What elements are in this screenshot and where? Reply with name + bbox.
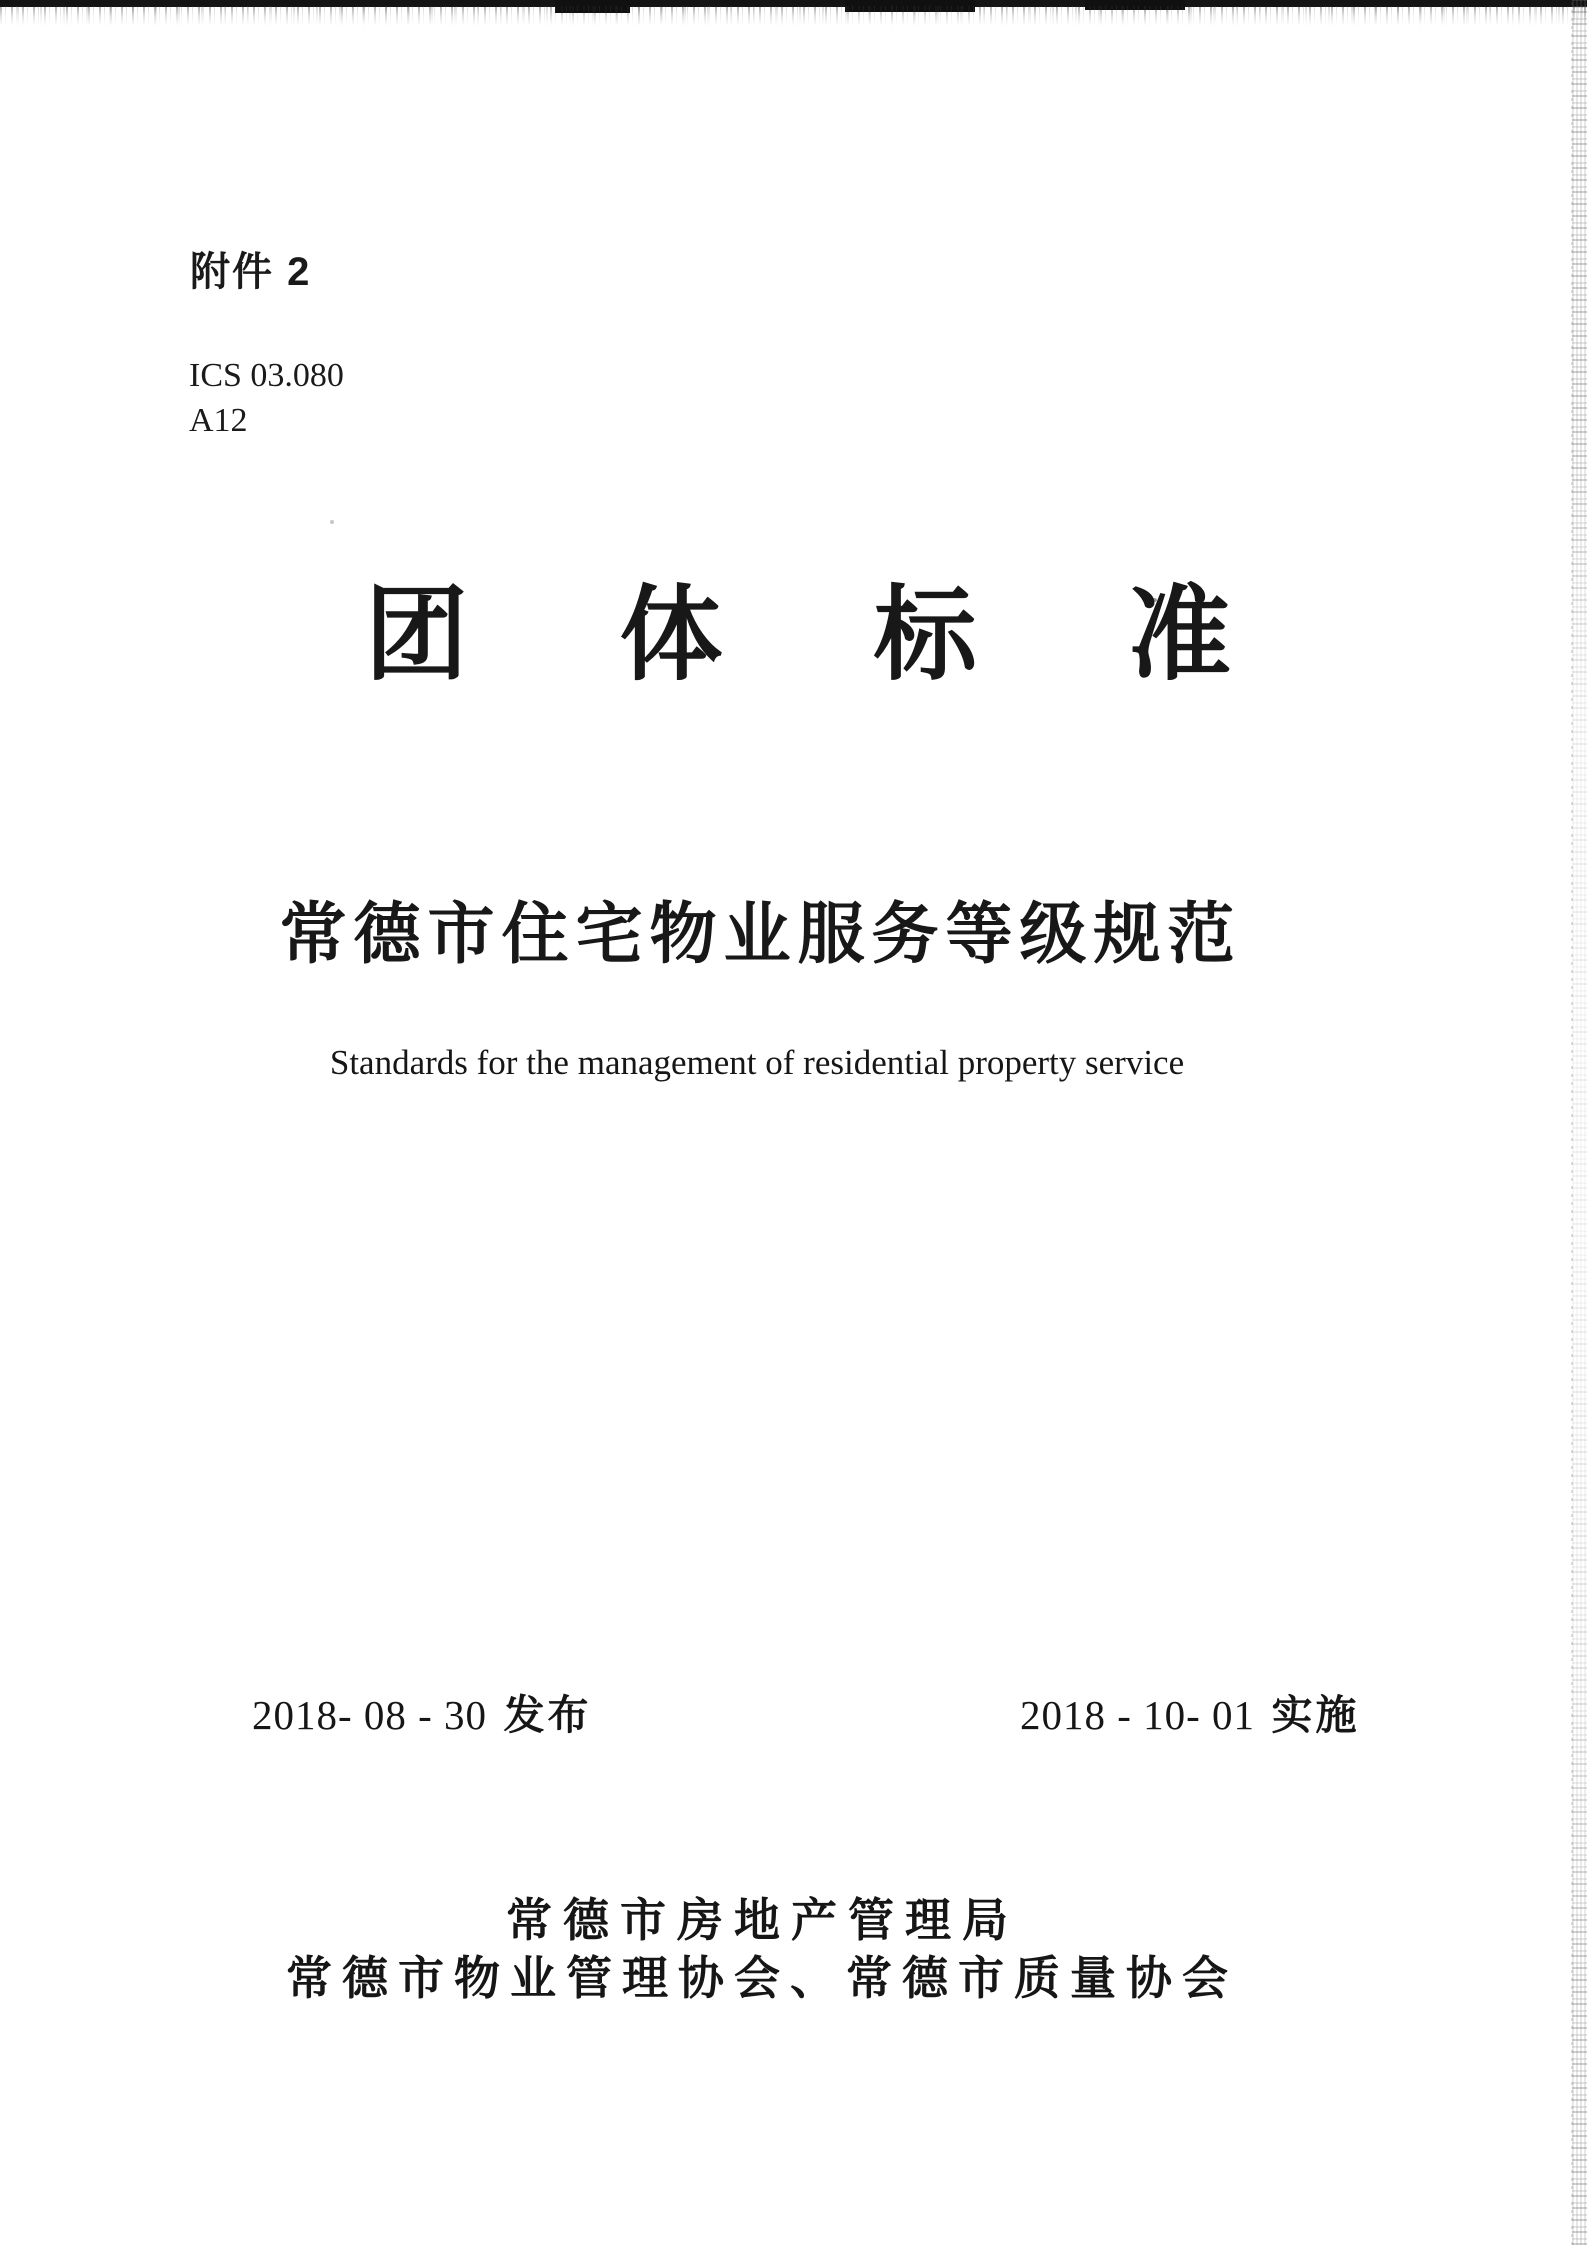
issuer-primary: 常德市房地产管理局: [506, 1894, 1019, 1946]
implement-date: 2018 - 10- 01: [1020, 1692, 1256, 1738]
attachment-label: 附件 2: [190, 250, 312, 294]
standard-title-english: Standards for the management of residential property service: [329, 1043, 1185, 1082]
standard-title-chinese: 常德市住宅物业服务等级规范: [279, 897, 1242, 972]
implement-date-label: 实施: [1271, 1692, 1360, 1738]
scan-noise-top-fringe: [0, 6, 1587, 28]
implement-date-line: [1020, 1691, 1360, 1740]
classification-code: A12: [189, 402, 248, 439]
document-type-title: [365, 576, 1231, 706]
publish-date: 2018- 08 - 30: [252, 1692, 488, 1738]
scan-artifact-right-dotted-line: [1571, 0, 1573, 2245]
title-character: 体: [619, 577, 723, 692]
title-character: 准: [1127, 577, 1231, 692]
scan-artifact-right-edge: [1572, 0, 1587, 2245]
scan-speck: [330, 520, 334, 524]
title-character: 标: [873, 577, 977, 692]
publish-date-label: 发布: [503, 1692, 592, 1738]
ics-code: ICS 03.080: [189, 357, 344, 394]
issuer-secondary: 常德市物业管理协会、常德市质量协会: [286, 1952, 1238, 2004]
title-character: 团: [365, 577, 468, 692]
publish-date-line: [252, 1691, 592, 1740]
